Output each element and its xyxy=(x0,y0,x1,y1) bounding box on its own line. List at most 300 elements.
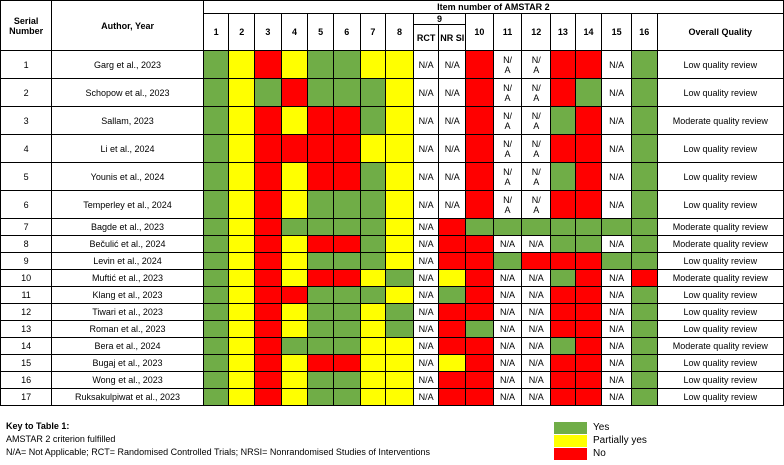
rating-cell xyxy=(203,135,229,163)
rating-cell xyxy=(360,107,386,135)
rating-cell xyxy=(333,51,360,79)
rating-cell xyxy=(360,253,386,270)
na-cell: N/ A xyxy=(522,51,551,79)
overall-quality-cell: Low quality review xyxy=(657,321,783,338)
legend-swatch xyxy=(554,435,587,447)
rating-cell xyxy=(281,338,308,355)
item-11-header: 11 xyxy=(493,14,522,51)
serial-number-cell: 16 xyxy=(1,372,52,389)
rating-cell xyxy=(386,107,414,135)
legend-item xyxy=(554,421,647,434)
rating-cell xyxy=(439,321,466,338)
rating-cell xyxy=(281,355,308,372)
rating-cell xyxy=(466,372,494,389)
rating-cell xyxy=(333,253,360,270)
na-cell: N/A xyxy=(602,270,632,287)
item-12-header: 12 xyxy=(522,14,551,51)
rating-cell xyxy=(602,253,632,270)
overall-quality-cell: Moderate quality review xyxy=(657,236,783,253)
rating-cell xyxy=(551,270,576,287)
rating-cell xyxy=(551,304,576,321)
na-cell: N/A xyxy=(522,338,551,355)
rating-cell xyxy=(229,389,255,406)
rating-cell xyxy=(632,51,658,79)
author-year-cell: Levin et al., 2024 xyxy=(52,253,204,270)
rating-cell xyxy=(308,107,334,135)
rating-cell xyxy=(551,321,576,338)
rating-cell xyxy=(360,270,386,287)
rating-cell xyxy=(551,389,576,406)
na-cell: N/A xyxy=(413,107,439,135)
rating-cell xyxy=(632,321,658,338)
rating-cell xyxy=(308,321,334,338)
rating-cell xyxy=(466,321,494,338)
rating-cell xyxy=(632,135,658,163)
rating-cell xyxy=(466,191,494,219)
author-year-cell: Temperley et al., 2024 xyxy=(52,191,204,219)
author-year-cell: Bugaj et al., 2023 xyxy=(52,355,204,372)
na-cell: N/A xyxy=(602,287,632,304)
author-year-cell: Bečulić et al., 2024 xyxy=(52,236,204,253)
author-year-cell: Li et al., 2024 xyxy=(52,135,204,163)
na-cell: N/A xyxy=(439,79,466,107)
na-cell: N/A xyxy=(602,51,632,79)
rating-cell xyxy=(308,135,334,163)
item-6-header: 6 xyxy=(333,14,360,51)
rating-cell xyxy=(308,253,334,270)
rating-cell xyxy=(632,304,658,321)
rating-cell xyxy=(281,372,308,389)
rating-cell xyxy=(203,372,229,389)
table-body xyxy=(1,51,784,406)
rating-cell xyxy=(255,338,282,355)
rating-cell xyxy=(308,270,334,287)
rating-cell xyxy=(360,372,386,389)
rating-cell xyxy=(229,355,255,372)
rating-cell xyxy=(255,253,282,270)
rating-cell xyxy=(203,107,229,135)
legend-swatch xyxy=(554,422,587,434)
na-cell: N/A xyxy=(522,389,551,406)
rating-cell xyxy=(632,191,658,219)
na-cell: N/A xyxy=(602,304,632,321)
rating-cell xyxy=(203,338,229,355)
rating-cell xyxy=(255,321,282,338)
rating-cell xyxy=(575,135,602,163)
rating-cell xyxy=(439,372,466,389)
rating-cell xyxy=(308,338,334,355)
rating-cell xyxy=(575,253,602,270)
na-cell: N/ A xyxy=(493,51,522,79)
na-cell: N/ A xyxy=(493,163,522,191)
rating-cell xyxy=(386,338,414,355)
na-cell: N/ A xyxy=(522,163,551,191)
rating-cell xyxy=(632,236,658,253)
rating-cell xyxy=(575,107,602,135)
rating-cell xyxy=(632,355,658,372)
rating-cell xyxy=(551,338,576,355)
rating-cell xyxy=(333,163,360,191)
rating-cell xyxy=(255,236,282,253)
key-title: Key to Table 1: xyxy=(6,421,70,431)
rating-cell xyxy=(281,107,308,135)
rating-cell xyxy=(229,79,255,107)
overall-quality-cell: Moderate quality review xyxy=(657,270,783,287)
serial-number-cell: 13 xyxy=(1,321,52,338)
author-year-cell: Bagde et al., 2023 xyxy=(52,219,204,236)
rating-cell xyxy=(551,135,576,163)
rating-cell xyxy=(386,191,414,219)
rating-cell xyxy=(203,321,229,338)
na-cell: N/A xyxy=(413,389,439,406)
rating-cell xyxy=(551,287,576,304)
rating-cell xyxy=(333,135,360,163)
key-line-1: AMSTAR 2 criterion fulfilled xyxy=(6,434,116,444)
rating-cell xyxy=(229,135,255,163)
serial-number-cell: 14 xyxy=(1,338,52,355)
rating-cell xyxy=(333,270,360,287)
na-cell: N/A xyxy=(493,287,522,304)
table-row xyxy=(1,389,784,406)
rating-cell xyxy=(255,191,282,219)
na-cell: N/A xyxy=(413,163,439,191)
overall-quality-cell: Moderate quality review xyxy=(657,219,783,236)
rating-cell xyxy=(386,270,414,287)
na-cell: N/A xyxy=(493,321,522,338)
rating-cell xyxy=(386,219,414,236)
rating-cell xyxy=(360,135,386,163)
rating-cell xyxy=(255,287,282,304)
na-cell: N/ A xyxy=(493,107,522,135)
rating-cell xyxy=(386,372,414,389)
na-cell: N/ A xyxy=(522,191,551,219)
rating-cell xyxy=(281,236,308,253)
table-row xyxy=(1,321,784,338)
rating-cell xyxy=(203,304,229,321)
rating-cell xyxy=(466,304,494,321)
na-cell: N/A xyxy=(413,51,439,79)
rating-cell xyxy=(308,236,334,253)
amstar-items-group-header: Item number of AMSTAR 2 xyxy=(203,1,783,14)
key-line-2: N/A= Not Applicable; RCT= Randomised Controlled Trials; NRSI= Nonrandomised Studies of Interventions xyxy=(6,447,430,457)
rating-cell xyxy=(466,79,494,107)
na-cell: N/A xyxy=(602,79,632,107)
rating-cell xyxy=(551,191,576,219)
rating-cell xyxy=(229,219,255,236)
na-cell: N/A xyxy=(493,372,522,389)
serial-number-header: Serial Number xyxy=(1,1,52,51)
rating-cell xyxy=(281,287,308,304)
na-cell: N/A xyxy=(439,191,466,219)
rating-cell xyxy=(308,355,334,372)
legend-swatch xyxy=(554,448,587,460)
na-cell: N/A xyxy=(413,135,439,163)
overall-quality-cell: Moderate quality review xyxy=(657,107,783,135)
serial-number-cell: 2 xyxy=(1,79,52,107)
na-cell: N/A xyxy=(602,372,632,389)
na-cell: N/A xyxy=(522,270,551,287)
rating-cell xyxy=(575,219,602,236)
rating-cell xyxy=(632,338,658,355)
author-year-cell: Bera et al., 2024 xyxy=(52,338,204,355)
serial-number-cell: 15 xyxy=(1,355,52,372)
rating-cell xyxy=(229,321,255,338)
na-cell: N/A xyxy=(602,191,632,219)
rating-cell xyxy=(255,389,282,406)
na-cell: N/A xyxy=(493,355,522,372)
author-year-cell: Ruksakulpiwat et al., 2023 xyxy=(52,389,204,406)
na-cell: N/ A xyxy=(493,135,522,163)
rating-cell xyxy=(466,270,494,287)
item-8-header: 8 xyxy=(386,14,414,51)
na-cell: N/A xyxy=(522,287,551,304)
rating-cell xyxy=(575,79,602,107)
na-cell: N/A xyxy=(602,236,632,253)
rating-cell xyxy=(575,191,602,219)
na-cell: N/ A xyxy=(522,79,551,107)
rating-cell xyxy=(551,107,576,135)
rating-cell xyxy=(551,236,576,253)
rating-cell xyxy=(281,389,308,406)
rating-cell xyxy=(229,191,255,219)
overall-quality-header: Overall Quality xyxy=(657,14,783,51)
rating-cell xyxy=(308,163,334,191)
rating-cell xyxy=(229,253,255,270)
serial-number-cell: 17 xyxy=(1,389,52,406)
rating-cell xyxy=(203,270,229,287)
rating-cell xyxy=(439,253,466,270)
table-row xyxy=(1,107,784,135)
rating-cell xyxy=(551,372,576,389)
na-cell: N/A xyxy=(413,253,439,270)
serial-number-cell: 3 xyxy=(1,107,52,135)
na-cell: N/A xyxy=(413,321,439,338)
author-year-cell: Tiwari et al., 2023 xyxy=(52,304,204,321)
rating-cell xyxy=(360,219,386,236)
rating-cell xyxy=(203,355,229,372)
item-2-header: 2 xyxy=(229,14,255,51)
serial-number-cell: 10 xyxy=(1,270,52,287)
rating-cell xyxy=(575,372,602,389)
rating-cell xyxy=(360,163,386,191)
rating-cell xyxy=(255,270,282,287)
author-year-cell: Younis et al., 2024 xyxy=(52,163,204,191)
rating-cell xyxy=(333,79,360,107)
table-row xyxy=(1,236,784,253)
rating-cell xyxy=(281,163,308,191)
rating-cell xyxy=(281,321,308,338)
serial-number-cell: 8 xyxy=(1,236,52,253)
rating-cell xyxy=(466,338,494,355)
author-year-cell: Klang et al., 2023 xyxy=(52,287,204,304)
na-cell: N/A xyxy=(413,219,439,236)
rating-cell xyxy=(551,253,576,270)
rating-cell xyxy=(203,191,229,219)
rating-cell xyxy=(333,389,360,406)
rating-cell xyxy=(360,287,386,304)
rating-cell xyxy=(466,355,494,372)
rating-cell xyxy=(203,253,229,270)
rating-cell xyxy=(466,135,494,163)
overall-quality-cell: Low quality review xyxy=(657,372,783,389)
item-14-header: 14 xyxy=(575,14,602,51)
rating-cell xyxy=(360,304,386,321)
rating-cell xyxy=(255,355,282,372)
na-cell: N/A xyxy=(413,270,439,287)
rating-cell xyxy=(360,191,386,219)
rating-cell xyxy=(439,389,466,406)
rating-cell xyxy=(203,79,229,107)
author-year-cell: Garg et al., 2023 xyxy=(52,51,204,79)
table-row xyxy=(1,270,784,287)
rating-cell xyxy=(255,219,282,236)
author-year-header: Author, Year xyxy=(52,1,204,51)
rating-cell xyxy=(229,372,255,389)
rating-cell xyxy=(308,287,334,304)
rating-cell xyxy=(632,287,658,304)
na-cell: N/A xyxy=(602,338,632,355)
rating-cell xyxy=(229,236,255,253)
rating-cell xyxy=(575,163,602,191)
table-row xyxy=(1,163,784,191)
rating-cell xyxy=(203,236,229,253)
rating-cell xyxy=(439,270,466,287)
na-cell: N/A xyxy=(602,107,632,135)
overall-quality-cell: Low quality review xyxy=(657,163,783,191)
rating-cell xyxy=(333,287,360,304)
rating-cell xyxy=(386,236,414,253)
rating-cell xyxy=(203,219,229,236)
na-cell: N/ A xyxy=(493,191,522,219)
rating-cell xyxy=(386,163,414,191)
rating-cell xyxy=(333,107,360,135)
serial-number-cell: 5 xyxy=(1,163,52,191)
rating-cell xyxy=(575,304,602,321)
rating-cell xyxy=(551,51,576,79)
rating-cell xyxy=(229,270,255,287)
rating-cell xyxy=(308,389,334,406)
item-1-header: 1 xyxy=(203,14,229,51)
na-cell: N/A xyxy=(413,79,439,107)
item-7-header: 7 xyxy=(360,14,386,51)
rating-cell xyxy=(308,51,334,79)
overall-quality-cell: Moderate quality review xyxy=(657,338,783,355)
legend-label: Partially yes xyxy=(593,435,647,446)
overall-quality-cell: Low quality review xyxy=(657,135,783,163)
rating-cell xyxy=(439,219,466,236)
rating-cell xyxy=(386,253,414,270)
rating-cell xyxy=(632,79,658,107)
rating-cell xyxy=(360,389,386,406)
rating-cell xyxy=(360,236,386,253)
rating-cell xyxy=(255,372,282,389)
author-year-cell: Schopow et al., 2023 xyxy=(52,79,204,107)
rating-cell xyxy=(360,321,386,338)
rating-cell xyxy=(386,321,414,338)
legend-item xyxy=(554,434,647,447)
overall-quality-cell: Low quality review xyxy=(657,79,783,107)
legend-label: Yes xyxy=(593,422,610,433)
rating-cell xyxy=(386,287,414,304)
rating-cell xyxy=(333,321,360,338)
na-cell: N/A xyxy=(522,321,551,338)
rating-cell xyxy=(575,236,602,253)
rating-cell xyxy=(632,219,658,236)
rating-cell xyxy=(203,389,229,406)
overall-quality-cell: Low quality review xyxy=(657,253,783,270)
item-9-nrsi-header: NR SI xyxy=(439,25,466,51)
rating-cell xyxy=(632,163,658,191)
table-row xyxy=(1,287,784,304)
item-10-header: 10 xyxy=(466,14,494,51)
na-cell: N/A xyxy=(493,236,522,253)
na-cell: N/A xyxy=(602,321,632,338)
legend-item xyxy=(554,447,647,460)
rating-cell xyxy=(386,51,414,79)
rating-cell xyxy=(255,163,282,191)
na-cell: N/A xyxy=(522,236,551,253)
na-cell: N/A xyxy=(493,270,522,287)
na-cell: N/ A xyxy=(493,79,522,107)
legend-label: No xyxy=(593,448,606,459)
rating-cell xyxy=(203,287,229,304)
color-legend xyxy=(554,421,647,460)
rating-cell xyxy=(386,304,414,321)
rating-cell xyxy=(229,163,255,191)
rating-cell xyxy=(229,107,255,135)
overall-quality-cell: Low quality review xyxy=(657,355,783,372)
table-key xyxy=(6,420,430,459)
rating-cell xyxy=(575,389,602,406)
item-13-header: 13 xyxy=(551,14,576,51)
rating-cell xyxy=(632,372,658,389)
na-cell: N/A xyxy=(602,389,632,406)
item-9-header: 9 xyxy=(413,14,465,25)
rating-cell xyxy=(602,219,632,236)
rating-cell xyxy=(360,338,386,355)
rating-cell xyxy=(281,304,308,321)
na-cell: N/A xyxy=(522,355,551,372)
rating-cell xyxy=(575,270,602,287)
table-row xyxy=(1,355,784,372)
item-3-header: 3 xyxy=(255,14,282,51)
rating-cell xyxy=(308,304,334,321)
rating-cell xyxy=(466,287,494,304)
rating-cell xyxy=(281,79,308,107)
rating-cell xyxy=(575,338,602,355)
rating-cell xyxy=(493,219,522,236)
author-year-cell: Sallam, 2023 xyxy=(52,107,204,135)
rating-cell xyxy=(333,219,360,236)
rating-cell xyxy=(575,321,602,338)
rating-cell xyxy=(308,191,334,219)
table-row xyxy=(1,191,784,219)
na-cell: N/A xyxy=(493,338,522,355)
rating-cell xyxy=(281,135,308,163)
rating-cell xyxy=(632,107,658,135)
na-cell: N/A xyxy=(602,163,632,191)
rating-cell xyxy=(439,236,466,253)
rating-cell xyxy=(439,355,466,372)
rating-cell xyxy=(255,304,282,321)
rating-cell xyxy=(255,79,282,107)
na-cell: N/A xyxy=(413,372,439,389)
rating-cell xyxy=(360,51,386,79)
serial-number-cell: 12 xyxy=(1,304,52,321)
table-row xyxy=(1,304,784,321)
rating-cell xyxy=(466,51,494,79)
table-row xyxy=(1,219,784,236)
